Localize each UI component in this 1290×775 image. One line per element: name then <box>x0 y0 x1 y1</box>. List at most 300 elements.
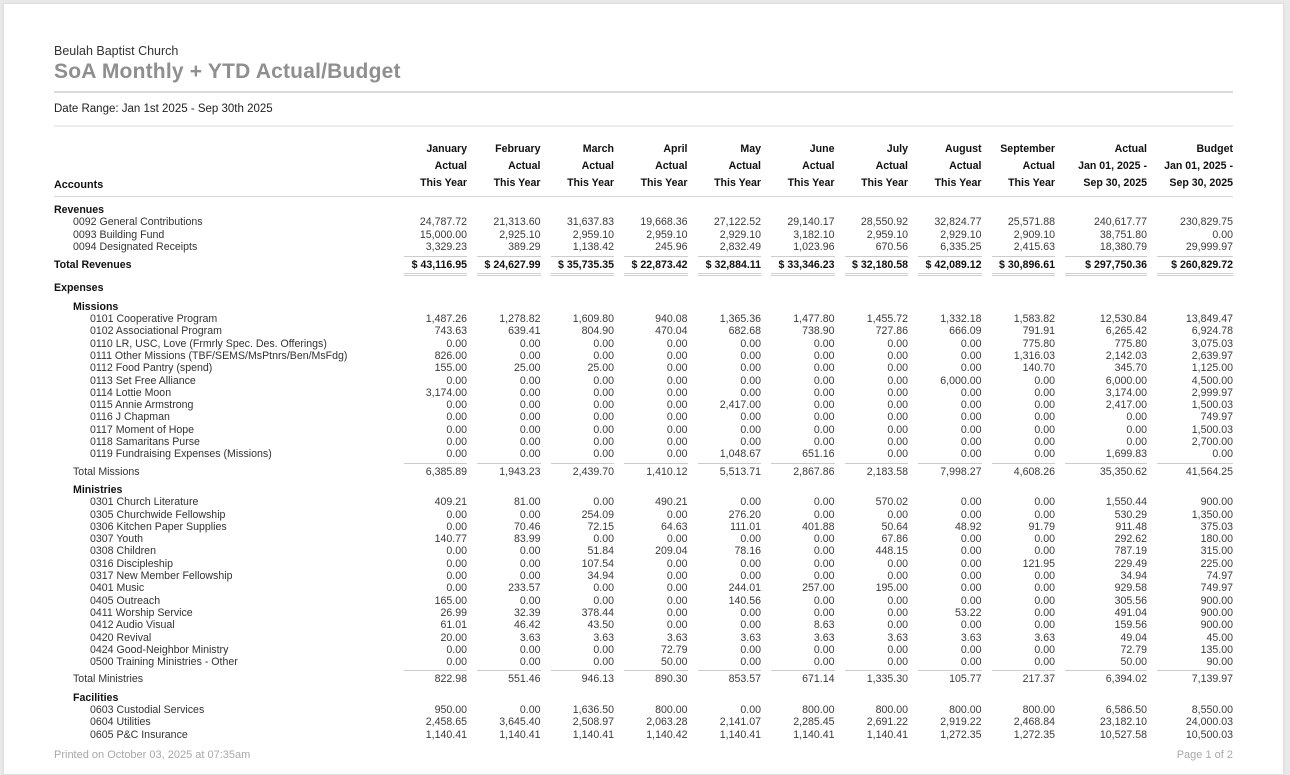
value-cell: 0.00 <box>960 582 982 595</box>
value-cell: 0.00 <box>740 656 761 669</box>
value-cell: 217.37 <box>992 670 1056 685</box>
table-row <box>54 313 1233 325</box>
value-cell: 0.00 <box>887 448 908 461</box>
value-cell: 0.00 <box>446 399 467 412</box>
column-header <box>1065 141 1147 192</box>
table-row <box>54 644 1233 656</box>
value-cell: 1,699.83 <box>1105 448 1147 461</box>
value-cell: 3.63 <box>887 631 908 644</box>
value-cell: $ 35,735.35 <box>551 256 615 276</box>
value-cell: 2,508.97 <box>572 716 614 729</box>
account-label: 0113 Set Free Alliance <box>90 374 196 387</box>
value-cell: 0.00 <box>666 349 688 362</box>
column-header-line: Budget <box>1196 143 1233 155</box>
value-cell: $ 260,829.72 <box>1157 256 1233 276</box>
value-cell: 0.00 <box>446 411 467 424</box>
value-cell: 0.00 <box>1034 496 1055 509</box>
value-cell: 378.44 <box>581 606 614 619</box>
value-cell: 2,142.03 <box>1105 349 1147 362</box>
value-cell: 1,140.41 <box>572 728 614 741</box>
column-header-line: July <box>886 143 908 155</box>
account-label: 0112 Food Pantry (spend) <box>90 362 213 375</box>
value-cell: 195.00 <box>875 582 908 595</box>
value-cell: 0.00 <box>960 386 982 399</box>
date-divider <box>54 125 1233 127</box>
section-row <box>54 692 1233 704</box>
value-cell: 0.00 <box>593 374 614 387</box>
value-cell: 0.00 <box>740 362 761 375</box>
table-row <box>54 632 1233 644</box>
value-cell: 0.00 <box>740 643 761 656</box>
value-cell: 53.22 <box>954 606 982 619</box>
value-cell: 0.00 <box>446 570 467 583</box>
value-cell: 50.64 <box>881 520 908 533</box>
value-cell: 49.04 <box>1120 631 1147 644</box>
column-header <box>551 141 615 192</box>
table-row <box>54 619 1233 631</box>
value-cell: 3.63 <box>1034 631 1055 644</box>
value-cell: 0.00 <box>960 508 982 521</box>
column-header-line: May <box>740 143 761 155</box>
value-cell: 800.00 <box>1022 703 1055 716</box>
value-cell: 0.00 <box>593 582 614 595</box>
value-cell: 50.00 <box>660 656 688 669</box>
account-label: 0117 Moment of Hope <box>90 423 195 436</box>
value-cell: 74.97 <box>1206 570 1233 583</box>
value-cell: 24,787.72 <box>419 216 467 229</box>
column-header-line: Jan 01, 2025 - <box>1078 160 1147 172</box>
value-cell: 0.00 <box>1034 643 1055 656</box>
value-cell: 0.00 <box>1034 423 1055 436</box>
value-cell: 490.21 <box>655 496 688 509</box>
value-cell: 31,637.83 <box>566 216 614 229</box>
value-cell: 0.00 <box>960 337 982 350</box>
value-cell: 0.00 <box>740 386 761 399</box>
value-cell: 743.63 <box>434 325 467 338</box>
value-cell: 2,639.97 <box>1191 349 1233 362</box>
value-cell: 0.00 <box>1034 545 1055 558</box>
value-cell: 1,272.35 <box>1013 728 1055 741</box>
value-cell: 6,586.50 <box>1105 703 1147 716</box>
value-cell: 20.00 <box>440 631 467 644</box>
value-cell: 1,023.96 <box>793 240 835 253</box>
column-header-line: Jan 01, 2025 - <box>1164 160 1233 172</box>
value-cell: 2,417.00 <box>1105 399 1147 412</box>
value-cell: 0.00 <box>519 508 541 521</box>
value-cell: 0.00 <box>813 374 835 387</box>
value-cell: 0.00 <box>593 411 614 424</box>
value-cell: 0.00 <box>666 557 688 570</box>
value-cell: 0.00 <box>887 570 908 583</box>
value-cell: 671.14 <box>771 670 835 685</box>
value-cell: 3,174.00 <box>425 386 467 399</box>
value-cell: 34.94 <box>587 570 614 583</box>
value-cell: 1,140.41 <box>866 728 908 741</box>
value-cell: 230,829.75 <box>1179 216 1233 229</box>
column-header <box>624 141 688 192</box>
value-cell: 401.88 <box>802 520 835 533</box>
table-row <box>54 448 1233 460</box>
accounts-header: Accounts <box>54 179 104 191</box>
value-cell: 111.01 <box>730 520 761 533</box>
value-cell: 1,125.00 <box>1191 362 1233 375</box>
value-cell: 1,332.18 <box>940 313 982 326</box>
value-cell: 0.00 <box>887 423 908 436</box>
value-cell: 0.00 <box>960 362 982 375</box>
account-label: 0603 Custodial Services <box>90 703 205 716</box>
value-cell: 0.00 <box>813 570 835 583</box>
value-cell: 1,487.26 <box>425 313 467 326</box>
column-header-line: This Year <box>1008 177 1055 189</box>
value-cell: 0.00 <box>666 423 688 436</box>
value-cell: 0.00 <box>666 594 688 607</box>
value-cell: 45.00 <box>1206 631 1233 644</box>
value-cell: 41,564.25 <box>1157 463 1233 478</box>
value-cell: $ 42,089.12 <box>918 256 982 276</box>
value-cell: 6,265.42 <box>1105 325 1147 338</box>
value-cell: 25.00 <box>587 362 614 375</box>
value-cell: 651.16 <box>802 448 835 461</box>
value-cell: 900.00 <box>1200 496 1233 509</box>
value-cell: 946.13 <box>551 670 615 685</box>
table-row <box>54 436 1233 448</box>
column-header <box>845 141 909 192</box>
value-cell: 107.54 <box>581 557 614 570</box>
value-cell: 0.00 <box>593 643 614 656</box>
value-cell: 1,550.44 <box>1105 496 1147 509</box>
value-cell: 0.00 <box>446 448 467 461</box>
column-header-line: Actual <box>728 160 761 172</box>
account-label: 0308 Children <box>90 545 156 558</box>
value-cell: 0.00 <box>1126 411 1147 424</box>
value-cell: 2,929.10 <box>719 228 761 241</box>
value-cell: 0.00 <box>813 386 835 399</box>
value-cell: 389.29 <box>508 240 541 253</box>
value-cell: 240,617.77 <box>1093 216 1147 229</box>
value-cell: 0.00 <box>666 582 688 595</box>
value-cell: 2,063.28 <box>646 716 688 729</box>
table-row <box>54 338 1233 350</box>
section-row <box>54 301 1233 313</box>
value-cell: 0.00 <box>519 374 541 387</box>
value-cell: 727.86 <box>875 325 908 338</box>
value-cell: 0.00 <box>887 594 908 607</box>
value-cell: 2,141.07 <box>719 716 761 729</box>
column-header-line: Sep 30, 2025 <box>1083 177 1147 189</box>
value-cell: 0.00 <box>813 545 835 558</box>
value-cell: 2,700.00 <box>1191 436 1233 449</box>
account-label: Total Missions <box>73 465 140 478</box>
value-cell: 0.00 <box>960 545 982 558</box>
value-cell: 140.70 <box>1022 362 1055 375</box>
value-cell: 46.42 <box>513 619 541 632</box>
value-cell: 3,329.23 <box>425 240 467 253</box>
section-row <box>54 484 1233 496</box>
value-cell: 209.04 <box>655 545 688 558</box>
value-cell: 0.00 <box>446 545 467 558</box>
value-cell: 0.00 <box>960 411 982 424</box>
table-row <box>54 387 1233 399</box>
value-cell: 0.00 <box>887 606 908 619</box>
value-cell: 0.00 <box>960 594 982 607</box>
column-header-line: This Year <box>714 177 761 189</box>
value-cell: 0.00 <box>813 423 835 436</box>
value-cell: 121.95 <box>1022 557 1055 570</box>
value-cell: 0.00 <box>1126 436 1147 449</box>
value-cell: 0.00 <box>519 703 541 716</box>
value-cell: 180.00 <box>1200 533 1233 546</box>
value-cell: 0.00 <box>1034 570 1055 583</box>
value-cell: 0.00 <box>1034 656 1055 669</box>
value-cell: 682.68 <box>728 325 761 338</box>
value-cell: 245.96 <box>655 240 688 253</box>
table-row <box>54 496 1233 508</box>
value-cell: 0.00 <box>1034 436 1055 449</box>
value-cell: 15,000.00 <box>419 228 467 241</box>
value-cell: 13,849.47 <box>1185 313 1233 326</box>
value-cell: 0.00 <box>887 362 908 375</box>
value-cell: 775.80 <box>1114 337 1147 350</box>
value-cell: 1,477.80 <box>793 313 835 326</box>
value-cell: 0.00 <box>666 337 688 350</box>
value-cell: 10,500.03 <box>1185 728 1233 741</box>
table-header <box>54 141 1233 192</box>
table-row <box>54 216 1233 228</box>
value-cell: 4,608.26 <box>992 463 1056 478</box>
value-cell: 3.63 <box>813 631 835 644</box>
value-cell: 0.00 <box>593 533 614 546</box>
table-row <box>54 729 1233 741</box>
value-cell: 0.00 <box>887 337 908 350</box>
table-row <box>54 545 1233 557</box>
value-cell: 2,691.22 <box>866 716 908 729</box>
value-cell: 0.00 <box>813 557 835 570</box>
value-cell: 2,867.86 <box>771 463 835 478</box>
value-cell: 791.91 <box>1022 325 1055 338</box>
church-name: Beulah Baptist Church <box>54 44 179 58</box>
date-range: Date Range: Jan 1st 2025 - Sep 30th 2025 <box>54 103 273 115</box>
column-header-line: Actual <box>508 160 541 172</box>
value-cell: 0.00 <box>446 520 467 533</box>
value-cell: 24,000.03 <box>1185 716 1233 729</box>
value-cell: 749.97 <box>1200 411 1233 424</box>
value-cell: 4,500.00 <box>1191 374 1233 387</box>
value-cell: $ 32,180.58 <box>845 256 909 276</box>
value-cell: 800.00 <box>802 703 835 716</box>
value-cell: 375.03 <box>1200 520 1233 533</box>
value-cell: 0.00 <box>740 533 761 546</box>
value-cell: 19,668.36 <box>640 216 688 229</box>
value-cell: 6,385.89 <box>404 463 468 478</box>
value-cell: 0.00 <box>519 399 541 412</box>
table-row <box>54 424 1233 436</box>
value-cell: 155.00 <box>434 362 467 375</box>
value-cell: 0.00 <box>1034 594 1055 607</box>
value-cell: 2,458.65 <box>425 716 467 729</box>
value-cell: 3.63 <box>740 631 761 644</box>
account-label: 0420 Revival <box>90 631 152 644</box>
value-cell: 940.08 <box>655 313 688 326</box>
value-cell: 78.16 <box>734 545 761 558</box>
account-label: 0307 Youth <box>90 533 144 546</box>
table-row <box>54 375 1233 387</box>
value-cell: 911.48 <box>1115 520 1147 533</box>
value-cell: 345.70 <box>1114 362 1147 375</box>
value-cell: 1,140.41 <box>499 728 541 741</box>
column-header-line: Sep 30, 2025 <box>1169 177 1233 189</box>
account-label: 0500 Training Ministries - Other <box>90 656 238 669</box>
page-title: SoA Monthly + YTD Actual/Budget <box>54 60 401 83</box>
value-cell: 0.00 <box>813 496 835 509</box>
value-cell: 0.00 <box>740 374 761 387</box>
value-cell: 1,316.03 <box>1013 349 1055 362</box>
value-cell: 0.00 <box>813 508 835 521</box>
value-cell: 254.09 <box>581 508 614 521</box>
value-cell: 0.00 <box>960 349 982 362</box>
value-cell: 21,313.60 <box>493 216 541 229</box>
value-cell: 890.30 <box>624 670 688 685</box>
account-label: 0316 Discipleship <box>90 557 174 570</box>
value-cell: 0.00 <box>887 436 908 449</box>
value-cell: 0.00 <box>740 436 761 449</box>
value-cell: 0.00 <box>813 533 835 546</box>
table-row <box>54 325 1233 337</box>
value-cell: 0.00 <box>740 411 761 424</box>
value-cell: $ 22,873.42 <box>624 256 688 276</box>
value-cell: 0.00 <box>446 436 467 449</box>
value-cell: 72.15 <box>587 520 614 533</box>
value-cell: 51.84 <box>587 545 614 558</box>
value-cell: 48.92 <box>954 520 982 533</box>
table-row <box>54 716 1233 728</box>
value-cell: 3,174.00 <box>1105 386 1147 399</box>
value-cell: 570.02 <box>875 496 908 509</box>
account-label: 0093 Building Fund <box>73 228 165 241</box>
value-cell: 0.00 <box>887 643 908 656</box>
value-cell: 0.00 <box>1034 374 1055 387</box>
value-cell: 7,139.97 <box>1157 670 1233 685</box>
value-cell: 29,140.17 <box>787 216 835 229</box>
value-cell: 90.00 <box>1206 656 1233 669</box>
value-cell: 276.20 <box>728 508 761 521</box>
value-cell: 749.97 <box>1200 582 1233 595</box>
value-cell: 12,530.84 <box>1099 313 1147 326</box>
value-cell: 0.00 <box>593 399 614 412</box>
value-cell: 0.00 <box>593 656 614 669</box>
value-cell: 0.00 <box>446 374 467 387</box>
value-cell: 800.00 <box>875 703 908 716</box>
value-cell: 0.00 <box>1126 423 1147 436</box>
value-cell: 3.63 <box>593 631 614 644</box>
value-cell: 0.00 <box>446 508 467 521</box>
value-cell: 0.00 <box>887 557 908 570</box>
value-cell: 1,272.35 <box>940 728 982 741</box>
column-header-line: February <box>495 143 541 155</box>
table-row <box>54 595 1233 607</box>
value-cell: 0.00 <box>1034 508 1055 521</box>
value-cell: 83.99 <box>513 533 541 546</box>
value-cell: 0.00 <box>666 362 688 375</box>
value-cell: 0.00 <box>1034 399 1055 412</box>
value-cell: 0.00 <box>960 533 982 546</box>
value-cell: 0.00 <box>519 545 541 558</box>
value-cell: 0.00 <box>446 337 467 350</box>
value-cell: 0.00 <box>519 386 541 399</box>
value-cell: 1,140.41 <box>793 728 835 741</box>
value-cell: 6,924.78 <box>1191 325 1233 338</box>
value-cell: 0.00 <box>740 557 761 570</box>
column-header <box>992 141 1056 192</box>
value-cell: 0.00 <box>519 656 541 669</box>
account-label: 0411 Worship Service <box>90 606 193 619</box>
account-label: 0412 Audio Visual <box>90 619 175 632</box>
column-header-line: This Year <box>787 177 835 189</box>
value-cell: 2,929.10 <box>940 228 982 241</box>
column-header-line: Actual <box>949 160 982 172</box>
value-cell: 64.63 <box>660 520 688 533</box>
column-header-line: Actual <box>802 160 835 172</box>
table-row <box>54 241 1233 253</box>
value-cell: 738.90 <box>802 325 835 338</box>
column-header-line: Actual <box>1114 143 1147 155</box>
value-cell: 2,959.10 <box>866 228 908 241</box>
value-cell: 0.00 <box>960 643 982 656</box>
column-header <box>404 141 468 192</box>
value-cell: 0.00 <box>1212 228 1233 241</box>
value-cell: 3.63 <box>666 631 688 644</box>
account-label: 0094 Designated Receipts <box>73 240 198 253</box>
value-cell: 0.00 <box>593 349 614 362</box>
value-cell: 900.00 <box>1200 606 1233 619</box>
value-cell: $ 24,627.99 <box>477 256 541 276</box>
column-header <box>771 141 835 192</box>
column-header-line: August <box>945 143 982 155</box>
value-cell: 1,048.67 <box>719 448 761 461</box>
value-cell: 0.00 <box>593 436 614 449</box>
table-row <box>54 558 1233 570</box>
value-cell: 0.00 <box>813 594 835 607</box>
account-label: 0401 Music <box>90 582 145 595</box>
value-cell: 639.41 <box>508 325 541 338</box>
account-label: 0101 Cooperative Program <box>90 313 218 326</box>
value-cell: 0.00 <box>887 411 908 424</box>
value-cell: 0.00 <box>813 656 835 669</box>
value-cell: 1,410.12 <box>624 463 688 478</box>
value-cell: 225.00 <box>1200 557 1233 570</box>
value-cell: 1,500.03 <box>1191 399 1233 412</box>
value-cell: 0.00 <box>960 570 982 583</box>
value-cell: 91.79 <box>1028 520 1055 533</box>
section-label: Expenses <box>54 282 104 295</box>
table-row <box>54 582 1233 594</box>
value-cell: 0.00 <box>519 643 541 656</box>
value-cell: 1,278.82 <box>499 313 541 326</box>
column-header <box>1157 141 1233 192</box>
value-cell: 6,394.02 <box>1065 670 1147 685</box>
account-label: 0115 Annie Armstrong <box>90 399 194 412</box>
value-cell: 0.00 <box>813 606 835 619</box>
table-body <box>54 204 1233 741</box>
value-cell: 0.00 <box>740 496 761 509</box>
value-cell: 29,999.97 <box>1185 240 1233 253</box>
column-header <box>698 141 762 192</box>
value-cell: 1,365.36 <box>719 313 761 326</box>
column-header-line: This Year <box>640 177 688 189</box>
value-cell: 2,415.63 <box>1013 240 1055 253</box>
value-cell: 61.01 <box>440 619 467 632</box>
table-row <box>54 350 1233 362</box>
column-header-line: April <box>663 143 688 155</box>
